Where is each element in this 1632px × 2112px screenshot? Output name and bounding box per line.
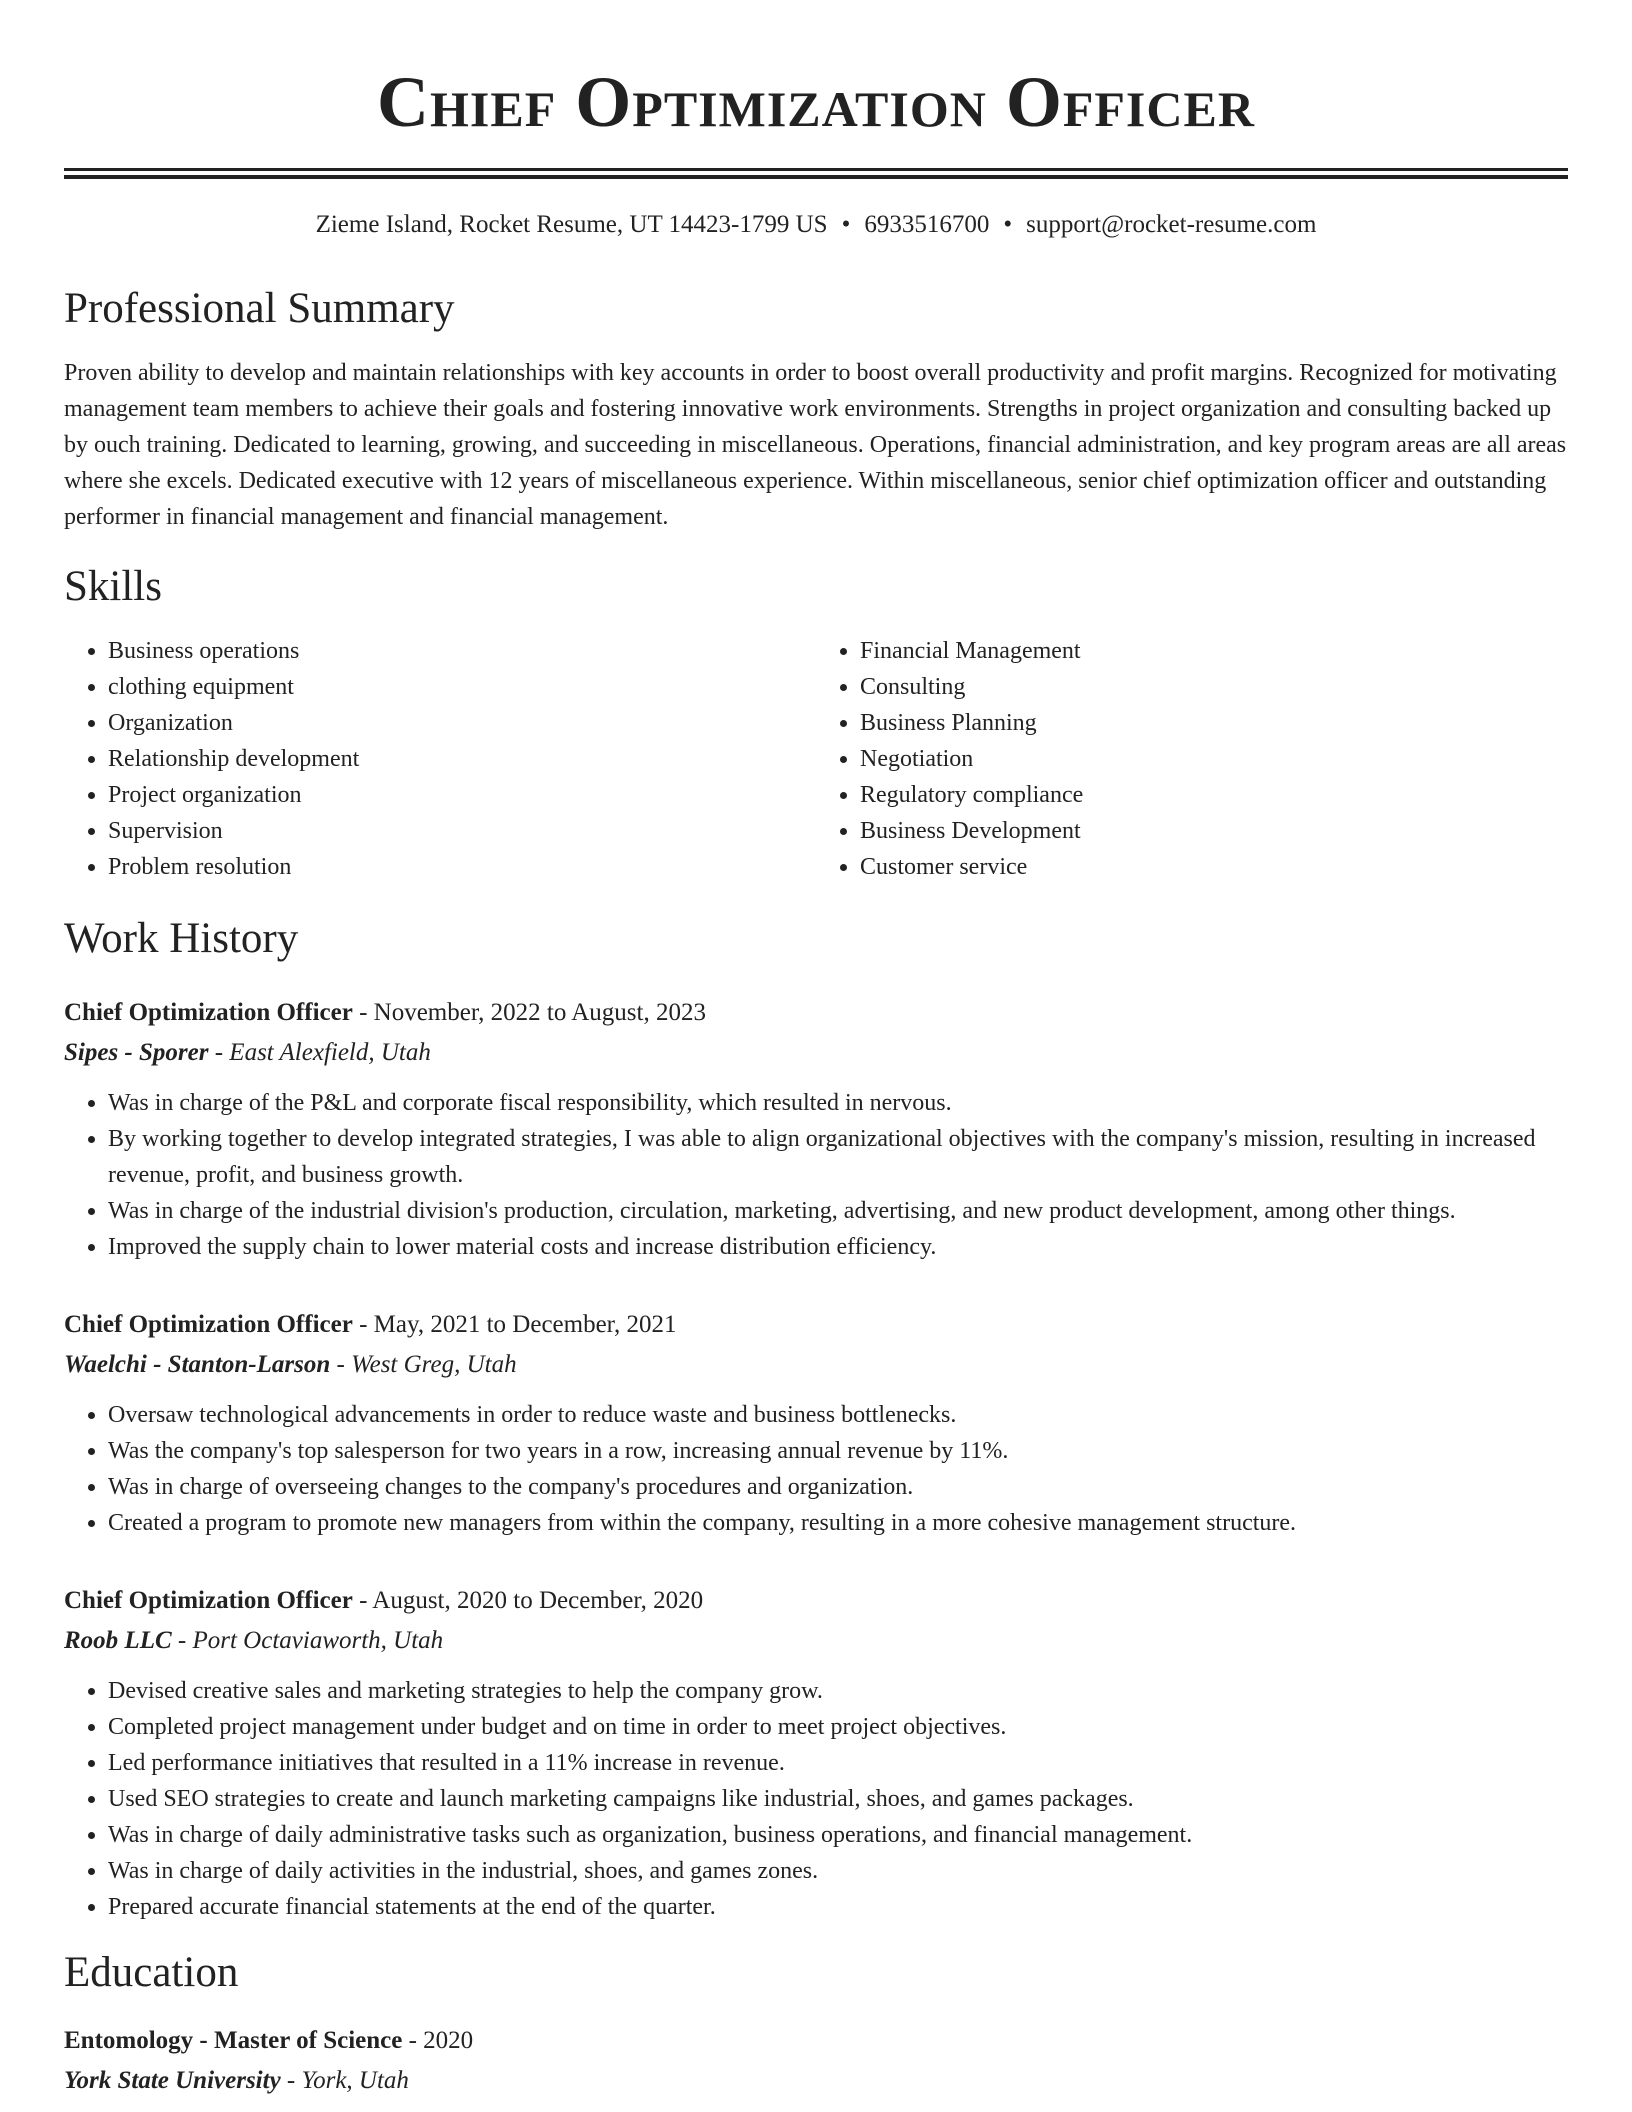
contact-email: support@rocket-resume.com xyxy=(1026,211,1317,238)
education-degree: Entomology - Master of Science xyxy=(64,2027,403,2054)
job-location: - Port Octaviaworth, Utah xyxy=(171,1627,444,1654)
job-bullets xyxy=(64,1673,1568,1925)
education-degree-line xyxy=(64,2021,1568,2061)
job-location: - West Greg, Utah xyxy=(330,1351,517,1378)
skill-item: • Business Planning xyxy=(860,705,1568,741)
job-bullets xyxy=(64,1397,1568,1541)
job-bullet: • Oversaw technological advancements in order to reduce waste and business bottlenecks. xyxy=(108,1397,1568,1433)
skills-column-left xyxy=(64,633,816,885)
job-dates: - November, 2022 to August, 2023 xyxy=(352,999,706,1026)
job-bullet: • Was in charge of daily administrative tasks such as organization, business operations, and financial management. xyxy=(108,1817,1568,1853)
job-company-line xyxy=(64,1345,1568,1385)
job-bullet: • Used SEO strategies to create and launch marketing campaigns like industrial, shoes, and games packages. xyxy=(108,1781,1568,1817)
skills-column-right xyxy=(816,633,1568,885)
job-bullet: • Was in charge of the P&L and corporate fiscal responsibility, which resulted in nervous. xyxy=(108,1085,1568,1121)
job-bullet: • Led performance initiatives that resulted in a 11% increase in revenue. xyxy=(108,1745,1568,1781)
job-title-line xyxy=(64,1305,1568,1345)
job-bullet: • Was the company's top salesperson for two years in a row, increasing annual revenue by 11%. xyxy=(108,1433,1568,1469)
job-bullet: • Completed project management under budget and on time in order to meet project objectives. xyxy=(108,1709,1568,1745)
skills-grid xyxy=(64,633,1568,885)
job-title-line xyxy=(64,993,1568,1033)
job-bullet: • By working together to develop integrated strategies, I was able to align organizational objectives with the company's mission, resulting in increased revenue, profit, and business growth. xyxy=(108,1121,1568,1193)
contact-line xyxy=(64,209,1568,241)
resume-title: Chief Optimization Officer xyxy=(377,62,1255,142)
job-company-line xyxy=(64,1621,1568,1661)
job-company: Roob LLC xyxy=(64,1627,172,1654)
summary-heading: Professional Summary xyxy=(64,285,455,332)
skill-item: • Negotiation xyxy=(860,741,1568,777)
job-role: Chief Optimization Officer xyxy=(64,999,353,1026)
job-bullet: • Created a program to promote new managers from within the company, resulting in a more cohesive management structure. xyxy=(108,1505,1568,1541)
education-location: - York, Utah xyxy=(280,2067,409,2094)
education-school-line xyxy=(64,2061,1568,2101)
job-bullet: • Prepared accurate financial statements at the end of the quarter. xyxy=(108,1889,1568,1925)
job-entry xyxy=(64,993,1568,1265)
skill-item: • Regulatory compliance xyxy=(860,777,1568,813)
education-entry xyxy=(64,2021,1568,2101)
job-dates: - August, 2020 to December, 2020 xyxy=(352,1587,704,1614)
job-bullet: • Was in charge of the industrial division's production, circulation, marketing, advertising, and new product development, among other things. xyxy=(108,1193,1568,1229)
job-company: Sipes - Sporer xyxy=(64,1039,209,1066)
summary-text: Proven ability to develop and maintain relationships with key accounts in order to boost overall productivity and profit margins. Recognized for motivating management team members to achieve their goals and fostering innovative work environments. Strengths in project organization and consulting backed up by ouch training. Dedicated to learning, growing, and succeeding in miscellaneous. Operations, financial administration, and key program areas are all areas where she excels. Dedicated executive with 12 years of miscellaneous experience. Within miscellaneous, senior chief optimization officer and outstanding performer in financial management and financial management. xyxy=(64,360,1567,530)
job-company-line xyxy=(64,1033,1568,1073)
job-bullets xyxy=(64,1085,1568,1265)
skill-item: • Project organization xyxy=(108,777,816,813)
education-year: - 2020 xyxy=(402,2027,474,2054)
skills-heading: Skills xyxy=(64,563,162,610)
job-role: Chief Optimization Officer xyxy=(64,1311,353,1338)
skill-item: • Consulting xyxy=(860,669,1568,705)
contact-separator: • xyxy=(841,211,851,238)
job-role: Chief Optimization Officer xyxy=(64,1587,353,1614)
skill-item: • Customer service xyxy=(860,849,1568,885)
contact-separator: • xyxy=(1003,211,1013,238)
job-location: - East Alexfield, Utah xyxy=(208,1039,431,1066)
skill-item: • Business Development xyxy=(860,813,1568,849)
skill-item: • Problem resolution xyxy=(108,849,816,885)
education-heading: Education xyxy=(64,1949,239,1996)
job-bullet: • Devised creative sales and marketing strategies to help the company grow. xyxy=(108,1673,1568,1709)
job-bullet: • Was in charge of overseeing changes to the company's procedures and organization. xyxy=(108,1469,1568,1505)
contact-phone: 6933516700 xyxy=(864,211,990,238)
job-entry xyxy=(64,1305,1568,1541)
job-entry xyxy=(64,1581,1568,1925)
job-dates: - May, 2021 to December, 2021 xyxy=(352,1311,677,1338)
title-double-rule xyxy=(64,168,1568,179)
skill-item: • clothing equipment xyxy=(108,669,816,705)
job-bullet: • Improved the supply chain to lower material costs and increase distribution efficiency. xyxy=(108,1229,1568,1265)
job-bullet: • Was in charge of daily activities in the industrial, shoes, and games zones. xyxy=(108,1853,1568,1889)
skill-item: • Financial Management xyxy=(860,633,1568,669)
job-title-line xyxy=(64,1581,1568,1621)
skill-item: • Business operations xyxy=(108,633,816,669)
skill-item: • Relationship development xyxy=(108,741,816,777)
skill-item: • Organization xyxy=(108,705,816,741)
contact-address: Zieme Island, Rocket Resume, UT 14423-1799 US xyxy=(315,211,828,238)
education-school: York State University xyxy=(64,2067,281,2094)
work-history-heading: Work History xyxy=(64,915,299,962)
job-company: Waelchi - Stanton-Larson xyxy=(64,1351,331,1378)
skill-item: • Supervision xyxy=(108,813,816,849)
